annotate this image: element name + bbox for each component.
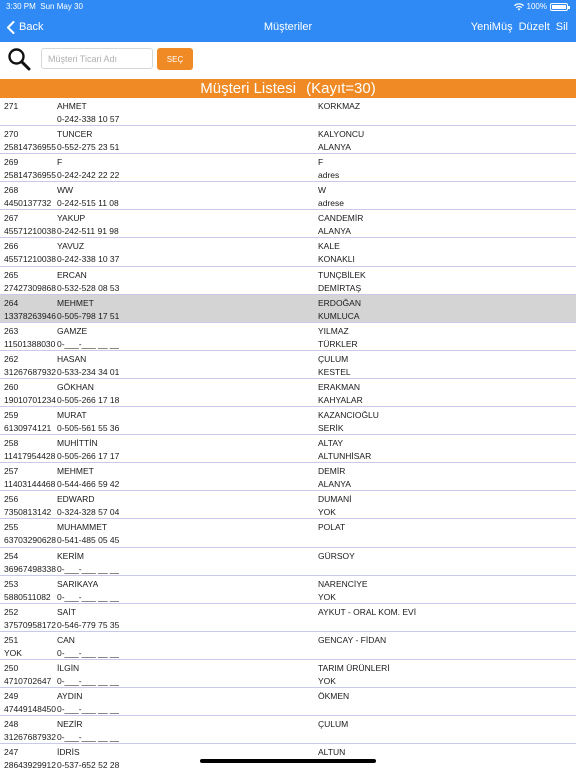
customer-phone: 0-544-466 59 42	[57, 479, 120, 490]
customer-surname: TUNÇBİLEK	[318, 269, 366, 280]
customer-surname: ÖKMEN	[318, 690, 350, 701]
wifi-icon	[514, 3, 524, 11]
customer-surname: KORKMAZ	[318, 101, 361, 111]
customer-tax-number: 37570958172	[4, 619, 56, 630]
search-icon[interactable]	[7, 47, 31, 71]
nav-actions	[471, 21, 568, 33]
customer-row[interactable]	[0, 519, 576, 547]
customer-surname: ÇULUM	[318, 353, 349, 364]
customer-surname: ALTAY	[318, 438, 344, 449]
customer-tax-number: 19010701234	[4, 394, 56, 405]
customer-row[interactable]	[0, 210, 576, 238]
status-time-date	[6, 2, 83, 11]
customer-first-name: AYDIN	[57, 690, 83, 701]
customer-row[interactable]	[0, 238, 576, 266]
customer-phone: 0-242-242 22 22	[57, 170, 120, 181]
navigation-bar	[0, 0, 576, 42]
customer-tax-number: 6130974121	[4, 423, 52, 434]
customer-row[interactable]	[0, 351, 576, 379]
customer-id: 270	[4, 129, 19, 140]
customer-list[interactable]	[0, 98, 576, 768]
customer-tax-number: 31267687932	[4, 366, 56, 377]
customer-town: SERİK	[318, 423, 344, 434]
customer-id: 251	[4, 634, 19, 645]
customer-surname: F	[318, 157, 324, 168]
customer-id: 258	[4, 438, 19, 449]
customer-tax-number: 4710702647	[4, 675, 52, 686]
customer-id: 267	[4, 213, 19, 224]
customer-tax-number: 25814736955	[4, 170, 56, 181]
customer-id: 255	[4, 522, 19, 533]
customer-name-search-input[interactable]	[41, 48, 153, 69]
customer-surname: KALE	[318, 241, 340, 252]
customer-phone: 0-___-___ __ __	[57, 732, 120, 743]
customer-id: 269	[4, 157, 19, 168]
page-title: Müşteriler	[263, 21, 313, 33]
status-right	[514, 2, 568, 11]
customer-town: KAHYALAR	[318, 394, 363, 405]
customer-surname: KALYONCU	[318, 129, 365, 140]
customer-surname: ERDOĞAN	[318, 297, 361, 308]
customer-phone: 0-___-___ __ __	[57, 703, 120, 714]
customer-first-name: EDWARD	[57, 494, 95, 505]
customer-row[interactable]	[0, 660, 576, 688]
customer-row[interactable]	[0, 491, 576, 519]
customer-surname: ÇULUM	[318, 719, 349, 730]
customer-town: KESTEL	[318, 366, 351, 377]
customer-first-name: MUHİTTİN	[57, 438, 98, 449]
customer-phone: 0-537-652 52 28	[57, 760, 120, 768]
customer-first-name: SARIKAYA	[57, 578, 99, 589]
customer-phone: 0-505-266 17 17	[57, 451, 120, 462]
customer-row[interactable]	[0, 632, 576, 660]
customer-phone: 0-541-485 05 45	[57, 535, 120, 546]
customer-tax-number: 13378263946	[4, 310, 56, 321]
customer-surname: YILMAZ	[318, 325, 349, 336]
search-bar	[0, 42, 576, 79]
customer-first-name: CAN	[57, 634, 75, 645]
customer-row[interactable]	[0, 407, 576, 435]
customer-first-name: GAMZE	[57, 325, 88, 336]
customer-row[interactable]	[0, 463, 576, 491]
customer-town: ALANYA	[318, 479, 351, 490]
customer-tax-number: 63703290628	[4, 535, 56, 546]
customer-tax-number: 11501388030	[4, 338, 56, 349]
customer-row[interactable]	[0, 576, 576, 604]
customer-tax-number: 7350813142	[4, 507, 52, 518]
customer-tax-number: 5880511082	[4, 591, 51, 602]
customer-phone: 0-___-___ __ __	[57, 647, 120, 658]
customer-town: adres	[318, 170, 340, 181]
customer-tax-number: 4450137732	[4, 198, 52, 209]
customer-tax-number: 45571210038	[4, 226, 56, 237]
customer-first-name: MUHAMMET	[57, 522, 108, 533]
list-title: Müşteri Listesi	[200, 80, 297, 97]
customer-id: 271	[4, 101, 19, 111]
customer-row[interactable]	[0, 126, 576, 154]
customer-surname: W	[318, 185, 327, 196]
customer-surname: DEMİR	[318, 466, 346, 477]
customer-phone: 0-___-___ __ __	[57, 338, 120, 349]
customer-phone: 0-552-275 23 51	[57, 142, 120, 153]
customer-row[interactable]	[0, 379, 576, 407]
customer-town: ALANYA	[318, 226, 351, 237]
customer-row[interactable]	[0, 154, 576, 182]
customer-phone: 0-532-528 08 53	[57, 282, 120, 293]
customer-surname: POLAT	[318, 522, 346, 533]
customer-first-name: MURAT	[57, 410, 87, 421]
customer-first-name: WW	[57, 185, 74, 196]
customer-phone: 0-___-___ __ __	[57, 675, 120, 686]
new-customer-button[interactable]: YeniMüş	[470, 21, 513, 33]
customer-first-name: AHMET	[57, 101, 87, 111]
customer-row[interactable]	[0, 323, 576, 351]
customer-tax-number: 45571210038	[4, 254, 56, 265]
home-indicator	[200, 759, 376, 763]
customer-row[interactable]	[0, 435, 576, 463]
customer-tax-number: 36967498338	[4, 563, 56, 574]
customer-phone: 0-242-515 11 08	[57, 198, 119, 209]
customer-phone: 0-242-338 10 57	[57, 114, 120, 124]
customer-id: 254	[4, 550, 19, 561]
customer-surname: NARENCİYE	[318, 578, 368, 589]
customer-tax-number: 47449148450	[4, 703, 56, 714]
customer-id: 249	[4, 690, 19, 701]
customer-id: 260	[4, 381, 19, 392]
customer-row[interactable]	[0, 548, 576, 576]
customer-first-name: YAKUP	[57, 213, 86, 224]
customer-tax-number: YOK	[4, 647, 22, 658]
customer-tax-number: 31267687932	[4, 732, 56, 743]
status-time: 3:30 PM	[6, 2, 36, 11]
customer-id: 266	[4, 241, 19, 252]
battery-icon	[550, 3, 568, 11]
customer-phone: 0-___-___ __ __	[57, 563, 120, 574]
customer-phone: 0-___-___ __ __	[57, 591, 120, 602]
customer-tax-number: 11417954428	[4, 451, 56, 462]
battery-percent: 100%	[526, 2, 547, 11]
customer-first-name: YAVUZ	[57, 241, 85, 252]
customer-first-name: F	[57, 157, 63, 168]
customer-id: 247	[4, 747, 19, 758]
customer-surname: CANDEMİR	[318, 213, 364, 224]
customer-first-name: MEHMET	[57, 297, 94, 308]
customer-phone: 0-505-266 17 18	[57, 394, 120, 405]
status-date: Sun May 30	[40, 2, 83, 11]
customer-town: KUMLUCA	[318, 310, 360, 321]
customer-id: 263	[4, 325, 19, 336]
customer-id: 259	[4, 410, 19, 421]
customer-first-name: KERİM	[57, 550, 84, 561]
customer-first-name: İDRİS	[57, 747, 80, 758]
customer-phone: 0-546-779 75 35	[57, 619, 120, 630]
customer-town: ALANYA	[318, 142, 351, 153]
customer-id: 265	[4, 269, 19, 280]
customer-town: YOK	[318, 675, 336, 686]
customer-row[interactable]	[0, 182, 576, 210]
delete-button[interactable]: Sil	[555, 21, 568, 33]
customer-phone: 0-324-328 57 04	[57, 507, 120, 518]
customer-first-name: NEZİR	[57, 719, 83, 730]
customer-town: KONAKLI	[318, 254, 355, 265]
customer-tax-number: 25814736955	[4, 142, 56, 153]
back-label: Back	[19, 21, 44, 33]
select-button[interactable]: SEÇ	[157, 48, 193, 70]
customer-town: YOK	[318, 507, 336, 518]
customer-phone: 0-505-561 55 36	[57, 423, 120, 434]
customer-surname: ERAKMAN	[318, 381, 361, 392]
customer-id: 262	[4, 353, 19, 364]
customer-tax-number: 27427309868	[4, 282, 56, 293]
customer-row[interactable]	[0, 744, 576, 768]
customer-surname: ALTUN	[318, 747, 346, 758]
customer-surname: GENCAY - FİDAN	[318, 634, 387, 645]
customer-row[interactable]	[0, 716, 576, 744]
customer-first-name: İLGİN	[57, 662, 80, 673]
customer-row[interactable]	[0, 604, 576, 632]
customer-first-name: GÖKHAN	[57, 381, 94, 392]
customer-surname: GÜRSOY	[318, 550, 355, 561]
customer-id: 264	[4, 297, 19, 308]
customer-id: 250	[4, 662, 19, 673]
customer-phone: 0-505-798 17 51	[57, 310, 120, 321]
customer-id: 256	[4, 494, 19, 505]
customer-surname: KAZANCIOĞLU	[318, 410, 379, 421]
customer-first-name: HASAN	[57, 353, 87, 364]
customer-surname: DUMANİ	[318, 494, 352, 505]
customer-tax-number: 11403144468	[4, 479, 56, 490]
edit-button[interactable]: Düzelt	[518, 21, 550, 33]
customer-town: DEMİRTAŞ	[318, 282, 362, 293]
customer-first-name: MEHMET	[57, 466, 94, 477]
customer-phone: 0-533-234 34 01	[57, 366, 120, 377]
customer-tax-number: 28643929912	[4, 760, 56, 768]
customer-row[interactable]	[0, 295, 576, 323]
customer-list-header	[0, 79, 576, 98]
customer-phone: 0-242-511 91 98	[57, 226, 119, 237]
customer-town: YOK	[318, 591, 336, 602]
customer-id: 253	[4, 578, 19, 589]
customer-first-name: TUNCER	[57, 129, 93, 140]
customer-town: adrese	[318, 198, 344, 209]
customer-phone: 0-242-338 10 37	[57, 254, 120, 265]
customer-town: ALTUNHİSAR	[318, 451, 372, 462]
customer-id: 252	[4, 606, 19, 617]
customer-row[interactable]	[0, 688, 576, 716]
customer-id: 257	[4, 466, 19, 477]
customer-id: 268	[4, 185, 19, 196]
customer-first-name: ERCAN	[57, 269, 87, 280]
customer-surname: TARIM ÜRÜNLERİ	[318, 662, 390, 673]
status-bar	[0, 0, 576, 13]
customer-first-name: SAİT	[57, 606, 76, 617]
customer-town: TÜRKLER	[318, 338, 358, 349]
record-count: (Kayıt=30)	[306, 80, 376, 97]
customer-row[interactable]	[0, 98, 576, 126]
customer-row[interactable]	[0, 267, 576, 295]
customer-surname: AYKUT - ORAL KOM. EVİ	[318, 606, 417, 617]
customer-id: 248	[4, 719, 19, 730]
